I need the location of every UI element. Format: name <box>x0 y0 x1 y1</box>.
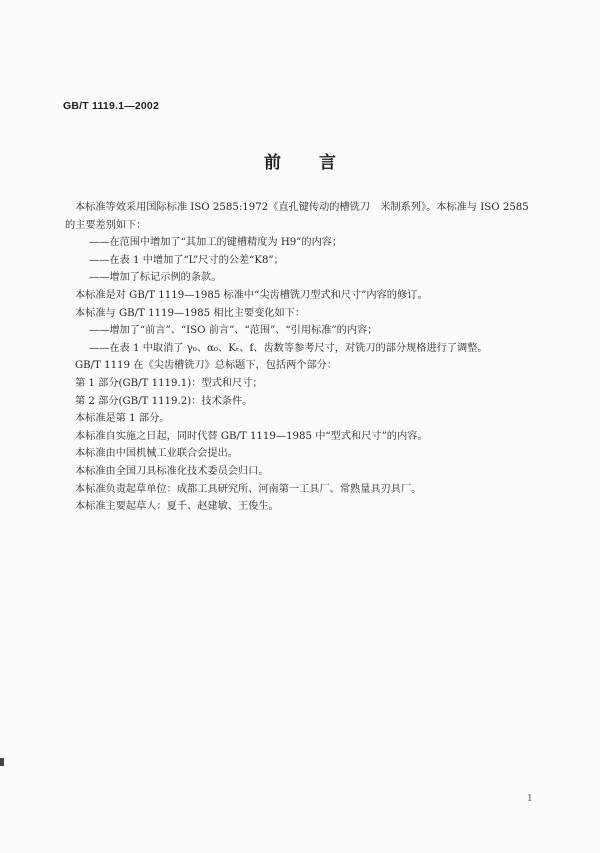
paragraph: 本标准自实施之日起，同时代替 GB/T 1119—1985 中“型式和尺寸”的内容。 <box>75 430 428 442</box>
standard-id: GB/T 1119.1—2002 <box>63 100 160 112</box>
foreword-body <box>65 199 575 516</box>
page-number: 1 <box>527 794 533 804</box>
paragraph: 第 2 部分(GB/T 1119.2)：技术条件。 <box>75 395 253 407</box>
page-title <box>0 148 600 173</box>
list-item: ——增加了标记示例的条款。 <box>89 272 222 284</box>
list-item: ——在表 1 中取消了 γ₀、α₀、Kᵣ、f、齿数等参考尺寸，对铣刀的部分规格进行了调整。 <box>89 342 488 354</box>
scan-margin-mark <box>0 758 4 766</box>
paragraph: 本标准等效采用国际标准 ISO 2585:1972《直孔键传动的槽铣刀 米制系列》。本标准与 ISO 2585 <box>75 202 529 213</box>
paragraph: 本标准是对 GB/T 1119—1985 标准中“尖齿槽铣刀型式和尺寸”内容的修订。 <box>75 289 428 301</box>
paragraph: 本标准主要起草人：夏千、赵建敏、王俊生。 <box>75 501 279 513</box>
title-char-2: 言 <box>319 153 336 173</box>
paragraph: 本标准由全国刀具标准化技术委员会归口。 <box>75 465 269 477</box>
paragraph: 本标准由中国机械工业联合会提出。 <box>75 448 238 460</box>
list-item: ——在范围中增加了“其加工的键槽精度为 H9”的内容； <box>89 237 343 249</box>
paragraph: 的主要差别如下： <box>65 219 147 231</box>
paragraph: 本标准负责起草单位：成都工具研究所、河南第一工具厂、常熟量具刃具厂。 <box>75 483 422 495</box>
paragraph: 第 1 部分(GB/T 1119.1)：型式和尺寸； <box>75 377 263 389</box>
paragraph: 本标准是第 1 部分。 <box>75 413 170 425</box>
list-item: ——增加了“前言”、“ISO 前言”、“范围”、“引用标准”的内容； <box>89 325 378 337</box>
list-item: ——在表 1 中增加了“L”尺寸的公差“K8”； <box>89 254 284 266</box>
paragraph: 本标准与 GB/T 1119—1985 相比主要变化如下： <box>75 307 306 319</box>
title-char-1: 前 <box>264 153 281 173</box>
paragraph: GB/T 1119 在《尖齿槽铣刀》总标题下，包括两个部分： <box>75 360 338 372</box>
